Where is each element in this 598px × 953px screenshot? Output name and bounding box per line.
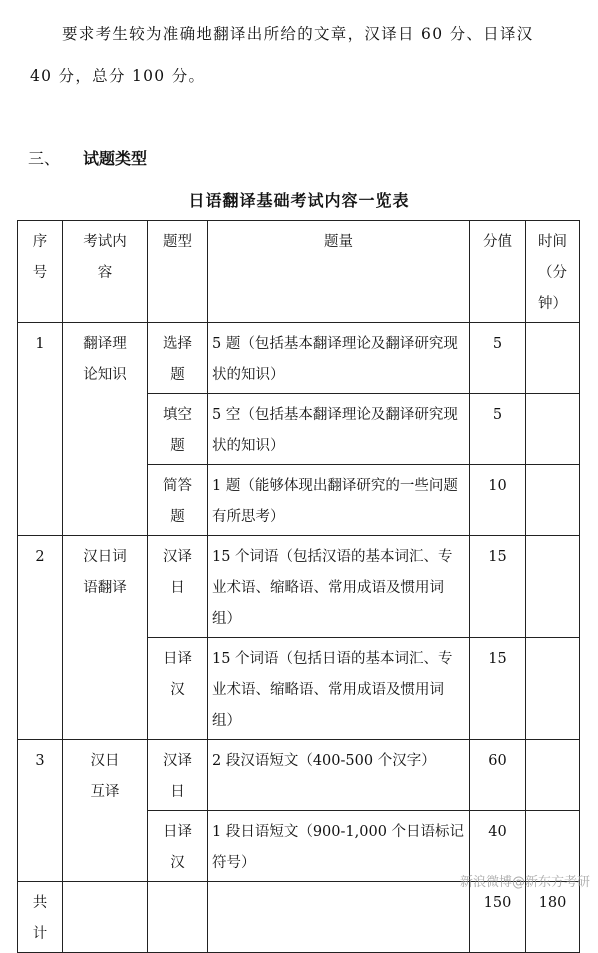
row-time [526,536,580,638]
total-row [18,882,580,953]
group-3-content: 汉日互译 [63,740,148,882]
row-score: 10 [470,465,526,536]
table-row [18,740,580,811]
row-amount: 15 个词语（包括汉语的基本词汇、专业术语、缩略语、常用成语及惯用词组） [208,536,470,638]
row-time [526,740,580,811]
total-empty-amount [208,882,470,953]
row-amount: 1 段日语短文（900-1,000 个日语标记符号） [208,811,470,882]
intro-line-1: 要求考生较为准确地翻译出所给的文章，汉译日 60 分、日译汉 [62,25,534,43]
row-amount: 2 段汉语短文（400-500 个汉字） [208,740,470,811]
intro-line-2: 40 分，总分 100 分。 [30,67,206,85]
table-row [18,323,580,394]
row-type: 填空题 [148,394,208,465]
row-amount: 5 题（包括基本翻译理论及翻译研究现状的知识） [208,323,470,394]
exam-content-table [17,220,580,953]
row-score: 15 [470,536,526,638]
table-header-row [18,221,580,323]
row-amount: 15 个词语（包括日语的基本词汇、专业术语、缩略语、常用成语及惯用词组） [208,638,470,740]
row-type: 简答题 [148,465,208,536]
header-content: 考试内容 [63,221,148,323]
header-score: 分值 [470,221,526,323]
header-amount: 题量 [208,221,470,323]
total-time: 180 [526,882,580,953]
row-score: 40 [470,811,526,882]
section-number: 三、 [28,149,61,168]
section-title: 试题类型 [83,149,148,168]
row-score: 5 [470,394,526,465]
row-score: 15 [470,638,526,740]
header-type: 题型 [148,221,208,323]
row-amount: 5 空（包括基本翻译理论及翻译研究现状的知识） [208,394,470,465]
row-time [526,465,580,536]
row-amount: 1 题（能够体现出翻译研究的一些问题有所思考） [208,465,470,536]
group-2-seq: 2 [18,536,63,740]
total-empty-content [63,882,148,953]
total-score: 150 [470,882,526,953]
row-type: 选择题 [148,323,208,394]
row-score: 60 [470,740,526,811]
header-seq: 序号 [18,221,63,323]
group-1-content: 翻译理论知识 [63,323,148,536]
row-type: 日译汉 [148,811,208,882]
table-title: 日语翻译基础考试内容一览表 [188,191,410,210]
row-score: 5 [470,323,526,394]
watermark: 新浪微博@新东方考研 [459,875,590,890]
total-empty-type [148,882,208,953]
group-1-seq: 1 [18,323,63,536]
header-time: 时间（分钟） [526,221,580,323]
row-time [526,323,580,394]
row-type: 日译汉 [148,638,208,740]
total-label: 共计 [18,882,63,953]
row-type: 汉译日 [148,740,208,811]
group-2-content: 汉日词语翻译 [63,536,148,740]
table-row [18,536,580,638]
row-type: 汉译日 [148,536,208,638]
section-heading [28,146,147,169]
row-time [526,638,580,740]
group-3-seq: 3 [18,740,63,882]
row-time [526,394,580,465]
